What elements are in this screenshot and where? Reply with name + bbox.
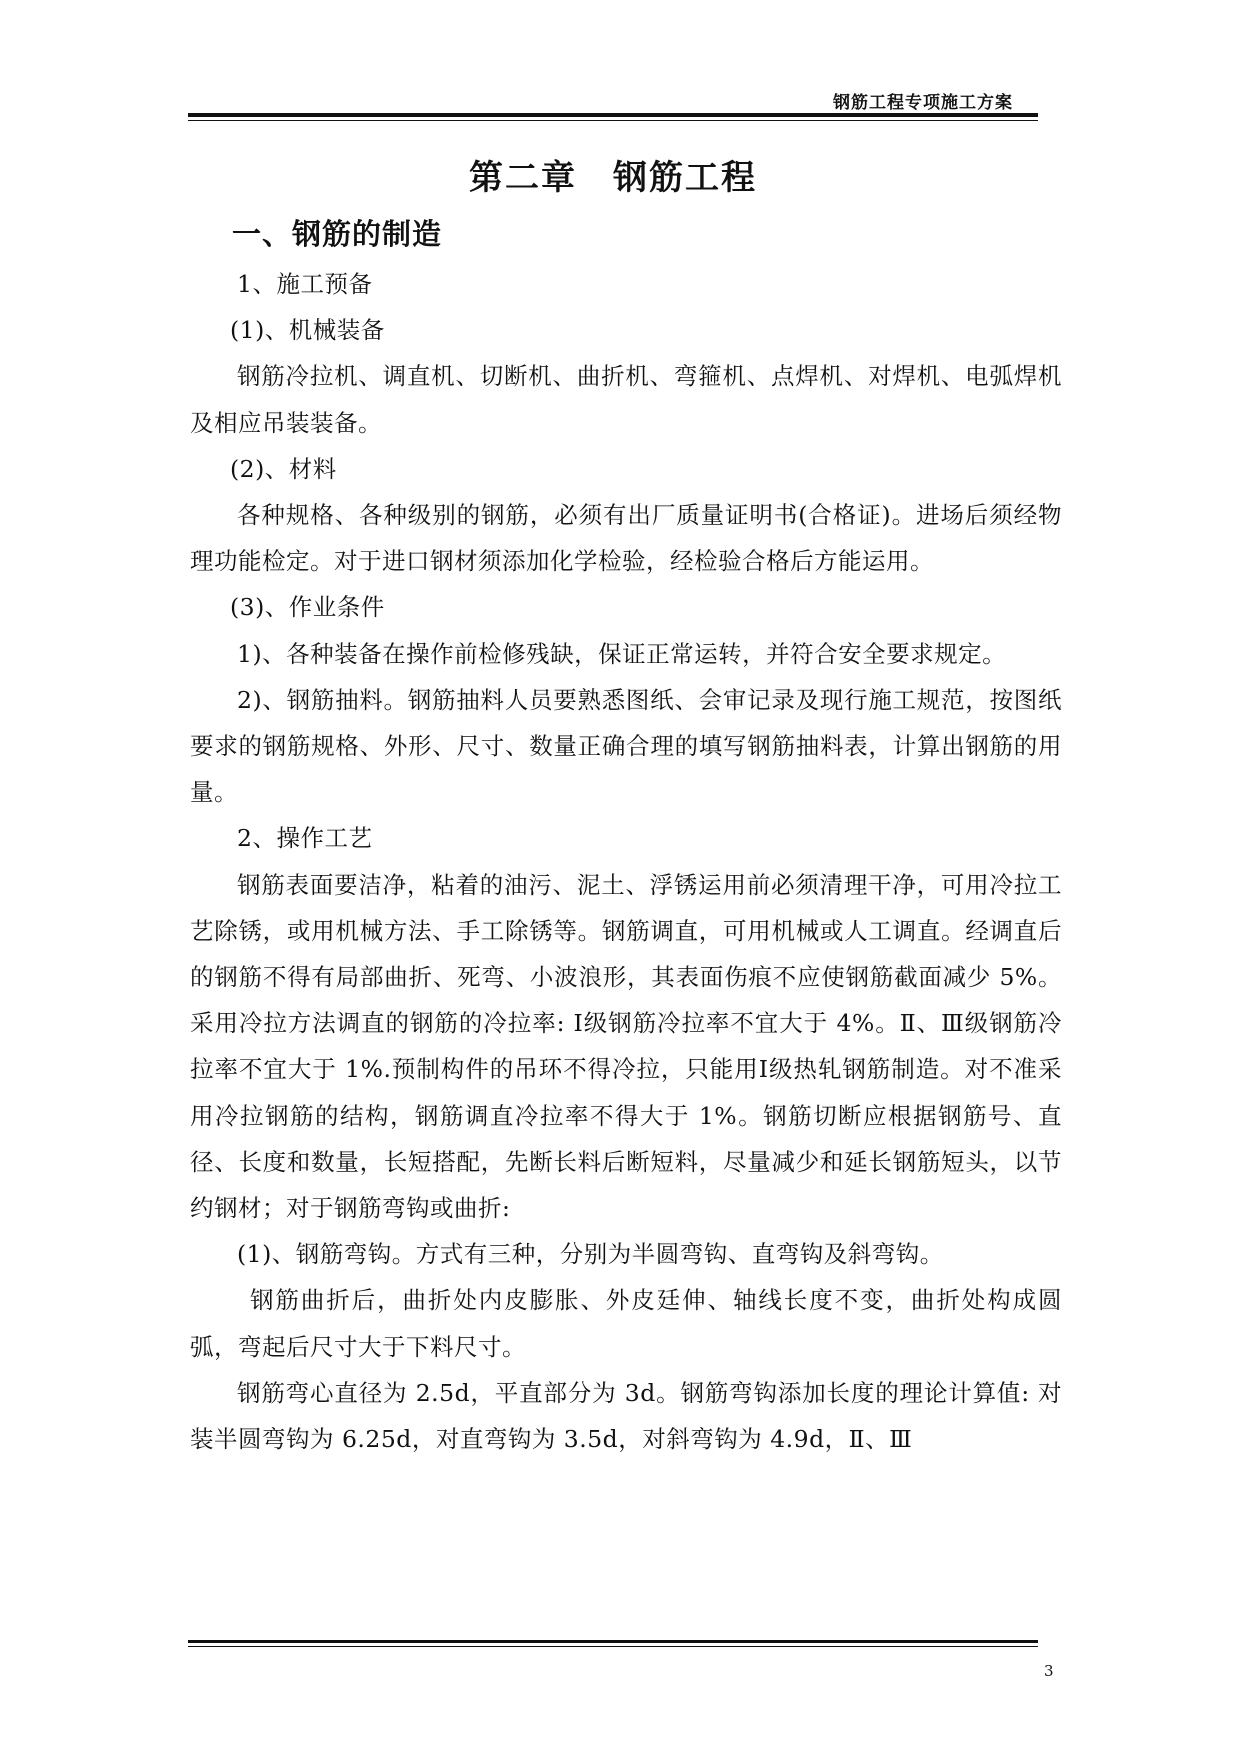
- subheading: (2)、材料: [230, 454, 337, 483]
- subheading: (1)、机械装备: [230, 316, 385, 345]
- paragraph: (1)、钢筋弯钩。方式有三种，分别为半圆弯钩、直弯钩及斜弯钩。: [237, 1240, 944, 1269]
- header-rule-thick: [188, 113, 1038, 117]
- paragraph: 各种规格、各种级别的钢筋，必须有出厂质量证明书(合格证)。进场后须经物理功能检定。对于进口钢材须添加化学检验，经检验合格后方能运用。: [190, 501, 1062, 576]
- body-text: [190, 261, 1062, 1462]
- paragraph: 2)、钢筋抽料。钢筋抽料人员要熟悉图纸、会审记录及现行施工规范，按图纸要求的钢筋规格、外形、尺寸、数量正确合理的填写钢筋抽料表，计算出钢筋的用量。: [190, 685, 1062, 807]
- chapter-title: 第二章 钢筋工程: [469, 158, 757, 198]
- subheading: 2、操作工艺: [237, 824, 373, 853]
- running-header: 钢筋工程专项施工方案: [833, 93, 1013, 113]
- header-rule-thin: [188, 120, 1038, 121]
- paragraph: 钢筋弯心直径为 2.5d，平直部分为 3d。钢筋弯钩添加长度的理论计算值: 对装半圆弯钩为 6.25d，对直弯钩为 3.5d，对斜弯钩为 4.9d，Ⅱ、Ⅲ: [190, 1378, 1062, 1454]
- page-number: 3: [1044, 1662, 1054, 1680]
- subheading: (3)、作业条件: [230, 593, 385, 622]
- paragraph: 钢筋表面要洁净，粘着的油污、泥土、浮锈运用前必须清理干净，可用冷拉工艺除锈，或用机械方法、手工除锈等。钢筋调直，可用机械或人工调直。经调直后的钢筋不得有局部曲折、死弯、小波浪形，其表面伤痕不应使钢筋截面减少 5%。采用冷拉方法调直的钢筋的冷拉率: Ⅰ级钢筋冷拉率不宜大于 4%。Ⅱ、Ⅲ级钢筋冷拉率不宜大于 1%.预制构件的吊环不得冷拉，只能用Ⅰ级热轧钢筋制造。对不准采用冷拉钢筋的结构，钢筋调直冷拉率不得大于 1%。钢筋切断应根据钢筋号、直径、长度和数量，长短搭配，先断长料后断短料，尽量减少和延长钢筋短头，以节约钢材；对于钢筋弯钩或曲折:: [190, 870, 1062, 1223]
- paragraph: 钢筋冷拉机、调直机、切断机、曲折机、弯箍机、点焊机、对焊机、电弧焊机及相应吊装装备。: [190, 362, 1062, 437]
- footer-rule-thick: [188, 1640, 1038, 1643]
- paragraph: 1)、各种装备在操作前检修残缺，保证正常运转，并符合安全要求规定。: [237, 639, 1007, 668]
- section-title: 一、钢筋的制造: [232, 217, 443, 251]
- subheading: 1、施工预备: [237, 270, 373, 298]
- footer-rule-thin: [188, 1646, 1038, 1647]
- paragraph: 钢筋曲折后，曲折处内皮膨胀、外皮廷伸、轴线长度不变，曲折处构成圆弧，弯起后尺寸大于下料尺寸。: [190, 1286, 1062, 1361]
